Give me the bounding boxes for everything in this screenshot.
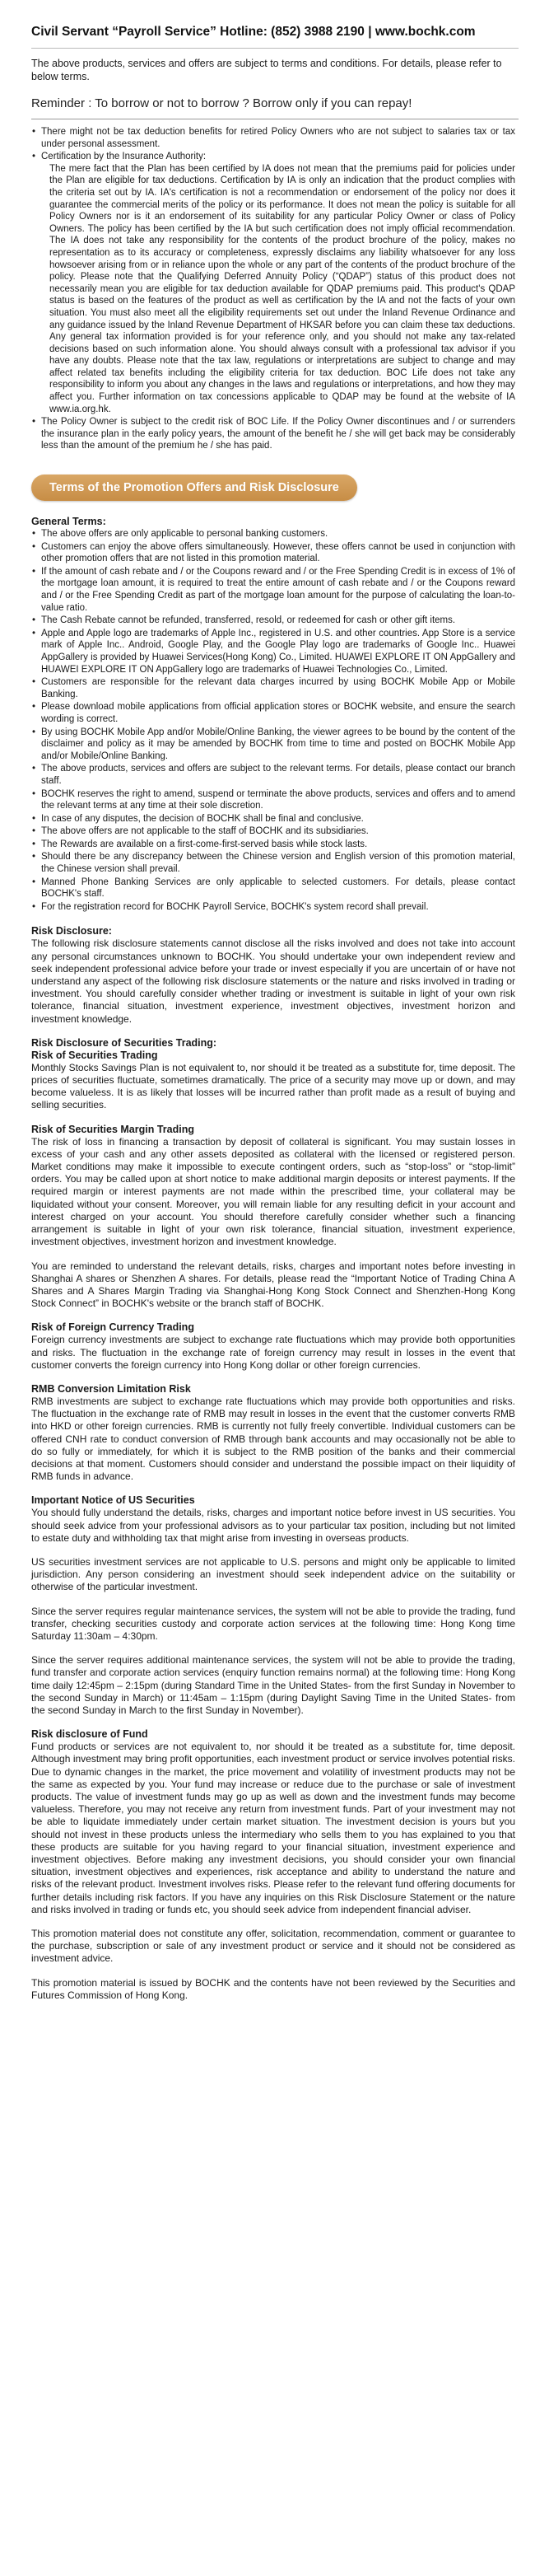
margin-note: You are reminded to understand the relevant details, risks, charges and important notes before investing in Shanghai A shares or Shenzhen A shares. For details, please read the “Important Notice of Trading China A Shares and A Shares Margin Trading via Shanghai-Hong Kong Stock Connect and Shenzhen-Hong Kong Stock Connect” in BOCHK's website or the branch staff of BOCHK. — [31, 1260, 515, 1310]
securities-text: Monthly Stocks Savings Plan is not equivalent to, nor should it be treated as a substitute for, time deposit. The prices of securities fluctuate, sometimes dramatically. The price of a security may move up or down, and may become valueless. It is as likely that losses will be incurred rather than profit made as a result of buying and selling securities. — [31, 1061, 515, 1111]
list-item — [41, 151, 515, 415]
hotline-header: Civil Servant “Payroll Service” Hotline: (852) 3988 2190 | www.bochk.com — [31, 25, 476, 39]
list-item: • The above products, services and offers are subject to the relevant terms. For details, please contact our branch staff. — [41, 763, 515, 787]
list-item: • The Rewards are available on a first-come-first-served basis while stock lasts. — [41, 839, 515, 851]
terms-banner: Terms of the Promotion Offers and Risk Disclosure — [31, 475, 357, 501]
general-terms-list — [0, 528, 535, 913]
general-terms-title: General Terms: — [31, 516, 106, 528]
borrow-reminder: Reminder : To borrow or not to borrow ? Borrow only if you can repay! — [31, 96, 412, 110]
list-item: • Customers are responsible for the relevant data charges incurred by using BOCHK Mobile App or Mobile Banking. — [41, 676, 515, 700]
list-item: • Apple and Apple logo are trademarks of Apple Inc., registered in U.S. and other countries. App Store is a service mark of Apple Inc.. Android, Google Play, and the Google Play logo are trademarks of Google Inc.. Huawei AppGallery is provided by Huawei Services(Hong Kong) Co., Limited. HUAWEI EXPLORE IT ON AppGallery and HUAWEI EXPLORE IT ON AppGallery logo are trademarks of Huawei Technologies Co., Limited. — [41, 628, 515, 676]
us-title: Important Notice of US Securities — [31, 1494, 195, 1507]
list-item: • The above offers are not applicable to the staff of BOCHK and its subsidiaries. — [41, 825, 515, 838]
list-item: • The above offers are only applicable to personal banking customers. — [41, 528, 515, 540]
us-text-3: Since the server requires regular maintenance services, the system will not be able to provide the trading, fund transfer, checking securities custody and corporate action services at the following time: Hong Kong time Saturday 11:30am – 4:30pm. — [31, 1605, 515, 1642]
rmb-title: RMB Conversion Limitation Risk — [31, 1382, 191, 1395]
list-item: • For the registration record for BOCHK Payroll Service, BOCHK's system record shall prevail. — [41, 901, 515, 914]
fund-title: Risk disclosure of Fund — [31, 1728, 148, 1741]
issued-by-text: This promotion material is issued by BOCHK and the contents have not been reviewed by the Securities and Futures Commission of Hong Kong. — [31, 1976, 515, 2001]
list-item: • BOCHK reserves the right to amend, suspend or terminate the above products, services and offers and to amend the relevant terms at any time at their sole discretion. — [41, 788, 515, 812]
list-item: • The Policy Owner is subject to the credit risk of BOC Life. If the Policy Owner discontinues and / or surrenders the insurance plan in the early policy years, the amount of the benefit he / she will get back may be considerably less than the amount of the premium he / she has paid. — [41, 416, 515, 452]
list-item: • The Cash Rebate cannot be refunded, transferred, resold, or redeemed for cash or other gift items. — [41, 615, 515, 627]
us-text-2: US securities investment services are not applicable to U.S. persons and might only be applicable to limited jurisdiction. Any person considering an investment should seek independent advice on the suitability or otherwise of the particular investment. — [31, 1555, 515, 1593]
margin-text: The risk of loss in financing a transaction by deposit of collateral is significant. You may sustain losses in excess of your cash and any other assets deposited as collateral with the licensed or registered person. Market conditions may make it impossible to execute contingent orders, such as “stop-loss” or “stop-limit” orders. You may be called upon at short notice to make additional margin deposits or interest payments. If the required margin or interest payments are not made within the prescribed time, your collateral may be liquidated without your consent. Moreover, you will remain liable for any resulting deficit in your account and interest charged on your account. You should therefore carefully consider whether such a financing arrangement is suitable in light of your own risk tolerance, financial situation, investment experience, investment objectives, investment horizon and investment knowledge. — [31, 1135, 515, 1248]
list-item: • In case of any disputes, the decision of BOCHK shall be final and conclusive. — [41, 813, 515, 825]
fund-text: Fund products or services are not equivalent to, nor should it be treated as a substitute for, time deposit. Although investment may bring profit opportunities, each investment product or service involves potential risks. Due to dynamic changes in the market, the price movement and volatility of investment products may not be the same as expected by you. Your fund may increase or reduce due to the purchase or sale of investment products. The value of investment funds may go up as well as down and the investment funds may become valueless. Therefore, you may not receive any return from investment funds. Part of your investment may not be able to liquidate immediately under certain market situation. The investment decision is yours but you should not invest in these products unless the intermediary who sells them to you has explained to you that these products are suitable for you having regard to your financial situation, investment experience and investment objectives. Before making any investment decisions, you should consider your own financial situation, investment objectives and experiences, risk acceptance and ability to understand the nature and risks of the relevant product. Investment involves risks. Please refer to the relevant fund offering documents for further details including risk factors. If you have any inquiries on this Risk Disclosure Statement or the nature and risks involved in trading or funds etc, you should seek advice from independent financial adviser. — [31, 1741, 515, 1915]
list-item: • Should there be any discrepancy between the Chinese version and English version of this promotion material, the Chinese version shall prevail. — [41, 851, 515, 875]
list-item: • Manned Phone Banking Services are only applicable to selected customers. For details, please contact BOCHK's staff. — [41, 877, 515, 900]
cert-heading: • Certification by the Insurance Authority: — [41, 152, 207, 162]
insurance-notes-list — [0, 126, 535, 452]
rmb-text: RMB investments are subject to exchange rate fluctuations which may provide both opportunities and risks. The fluctuation in the exchange rate of RMB may result in losses in the event that the customer converts RMB into HKD or other foreign currencies. RMB is currently not fully freely convertible. Individual customers can be offered CNH rate to conduct conversion of RMB through bank accounts and may occasionally not be able to do so fully or immediately, for which it is subject to the RMB position of the banks and their commercial decisions at that moment. Customers should consider and understand the possible impact on their liquidity of RMB funds in advance. — [31, 1395, 515, 1483]
list-item: • There might not be tax deduction benefits for retired Policy Owners who are not subject to salaries tax or tax under personal assessment. — [41, 126, 515, 150]
header-divider — [31, 48, 519, 49]
fx-text: Foreign currency investments are subject to exchange rate fluctuations which may provide both opportunities and risks. The fluctuation in the exchange rate of foreign currency may result in losses in the event that customer converts the foreign currency into Hong Kong dollar or other foreign currencies. — [31, 1334, 515, 1371]
us-text-4: Since the server requires additional maintenance services, the system will not be able to provide the trading, fund transfer and corporate action services (enquiry function remains normal) at the following time: Hong Kong time daily 12:45pm – 2:15pm (during Standard Time in the United States- from the first Sunday in November to the second Sunday in March) or 11:45am – 1:15pm (during Daylight Saving Time in the United States- from the second Sunday in March to the first Sunday in November). — [31, 1654, 515, 1716]
securities-heading: Risk Disclosure of Securities Trading: — [31, 1036, 217, 1049]
cert-detail: The mere fact that the Plan has been certified by IA does not mean that the premiums paid for policies under the Plan are eligible for tax deductions. Certification by IA is only an indication that the product complies with the criteria set out by IA. IA's certification is not a recommendation or endorsement of the policy nor does it guarantee the commercial merits of the policy or its performance. It does not mean the policy is suitable for all Policy Owners nor is it an endorsement of its suitability for any particular Policy Owner or class of Policy Owners. The policy has been certified by the IA but such certification does not imply official recommendation. The IA does not take any responsibility for the contents of the product brochure of the policy, makes no representation as to its accuracy or completeness, expressly disclaims any liability whatsoever for any loss howsoever arising from or in reliance upon the whole or any part of the contents of the product brochure of the policy. Please note that the Qualifying Deferred Annuity Policy (“QDAP”) status of this product does not necessarily mean you are eligible for tax deduction available for QDAP premiums paid. This product's QDAP status is based on the features of the product as well as certification by the IA and not the facts of your own situation. You must also meet all the eligibility requirements set out under the Inland Revenue Ordinance and any guidance issued by the Inland Revenue Department of HKSAR before you can claim these tax deductions. Any general tax information provided is for your reference only, and you should not make any tax-related decisions based on such information alone. You should always consult with a professional tax advisor if you have any doubts. Please note that the tax law, regulations or interpretations are subject to change and may affect related tax benefits including the eligibility criteria for tax deduction. BOC Life does not take any responsibility to inform you about any changes in the laws and regulations or interpretations, and how they may affect you. Further information on tax concessions applicable to QDAP may be found at the website of IA www.ia.org.hk. — [49, 163, 515, 414]
list-item: • By using BOCHK Mobile App and/or Mobile/Online Banking, the viewer agrees to be bound by the content of the disclaimer and policy as it may be amended by BOCHK from time to time and posted on BOCHK Mobile App and/or Mobile/Online Banking. — [41, 727, 515, 763]
risk-disclosure-text: The following risk disclosure statements cannot disclose all the risks involved and does not take into account any personal circumstances unknown to BOCHK. You should undertake your own independent review and seek independent professional advice before your trade or invest especially if you are uncertain of or have not understand any aspect of the following risk disclosure statements or the nature and risks involved in trading or investment. You should carefully consider whether trading or investment is suitable in light of your own risk tolerance, financial situation, investment experience, investment objectives, investment horizon and investment knowledge. — [31, 937, 515, 1025]
margin-title: Risk of Securities Margin Trading — [31, 1123, 194, 1135]
list-item: • Please download mobile applications from official application stores or BOCHK website, and ensure the search wording is correct. — [41, 701, 515, 725]
securities-subheading: Risk of Securities Trading — [31, 1049, 158, 1061]
list-item: • Customers can enjoy the above offers simultaneously. However, these offers cannot be used in conjunction with other promotion offers that are not listed in this promotion material. — [41, 541, 515, 565]
list-item: • If the amount of cash rebate and / or the Coupons reward and / or the Free Spending Credit is in excess of 1% of the mortgage loan amount, it is required to treat the entire amount of cash rebate and / or the Coupons reward and / or the Free Spending Credit as part of the mortgage loan amount for the purpose of calculating the loan-to-value ratio. — [41, 566, 515, 614]
banner-wrap — [0, 453, 535, 516]
fx-title: Risk of Foreign Currency Trading — [31, 1321, 194, 1334]
intro-text: The above products, services and offers are subject to terms and conditions. For details, please refer to below terms. — [31, 58, 502, 82]
us-text-1: You should fully understand the details, risks, charges and important notice before invest in US securities. You should seek advice from your professional advisors as to your particular tax position, including but not limited to estate duty and withholding tax that might arise from investing in overseas products. — [31, 1507, 515, 1544]
disclaimer-text: This promotion material does not constitute any offer, solicitation, recommendation, comment or guarantee to the purchase, subscription or sale of any investment product or service and it should not be considered as investment advice. — [31, 1928, 515, 1965]
risk-disclosure-title: Risk Disclosure: — [31, 925, 112, 937]
